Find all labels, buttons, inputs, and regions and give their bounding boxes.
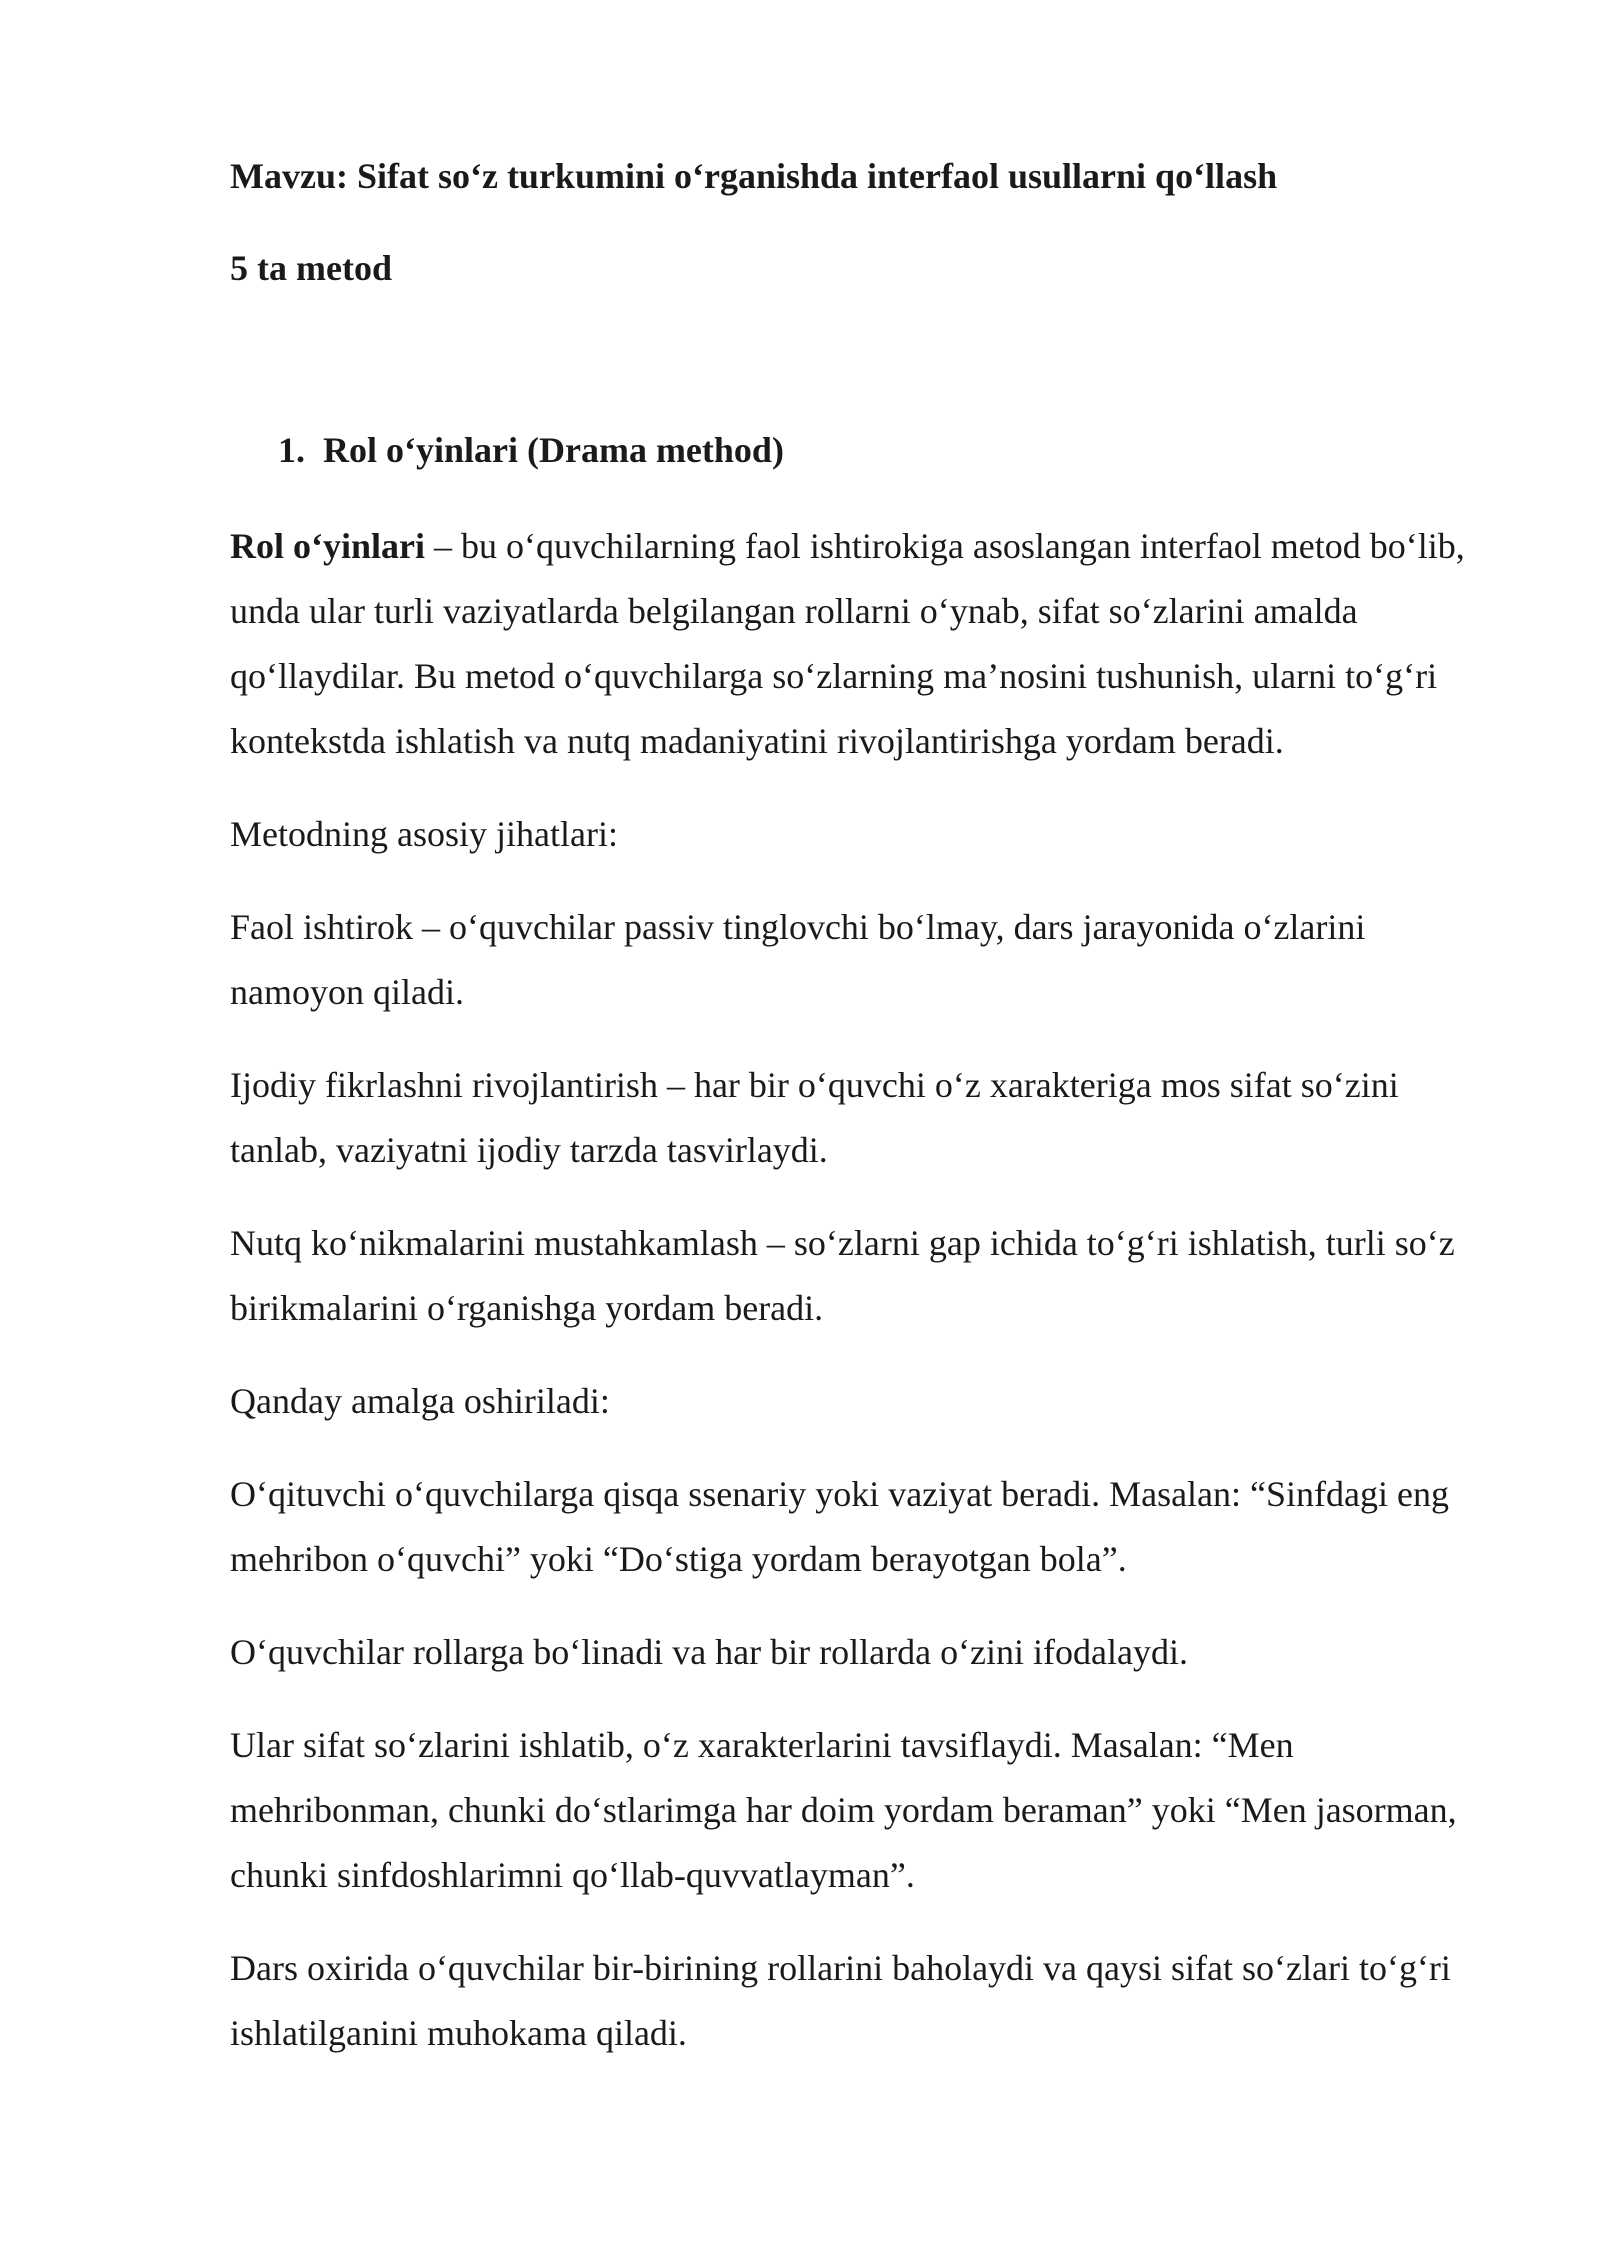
intro-paragraph xyxy=(230,514,1470,774)
step-item: Ular sifat so‘zlarini ishlatib, o‘z xarakterlarini tavsiflaydi. Masalan: “Men mehribonman, chunki do‘stlarimga har doim yordam beraman” yoki “Men jasorman, chunki sinfdoshlarimni qo‘llab-quvvatlayman”. xyxy=(230,1725,1457,1895)
section-heading xyxy=(278,422,1470,478)
aspect-item: Ijodiy fikrlashni rivojlantirish – har bir o‘quvchi o‘z xarakteriga mos sifat so‘zini tanlab, vaziyatni ijodiy tarzda tasvirlaydi. xyxy=(230,1065,1399,1170)
document-page xyxy=(230,148,1470,2094)
document-title: Mavzu: Sifat so‘z turkumini o‘rganishda interfaol usullarni qo‘llash xyxy=(230,156,1278,196)
step-item: O‘quvchilar rollarga bo‘linadi va har bir rollarda o‘zini ifodalaydi. xyxy=(230,1632,1188,1672)
step-item: Dars oxirida o‘quvchilar bir-birining rollarini baholaydi va qaysi sifat so‘zlari to‘g‘ri ishlatilganini muhokama qiladi. xyxy=(230,1948,1451,2053)
aspect-item: Nutq ko‘nikmalarini mustahkamlash – so‘zlarni gap ichida to‘g‘ri ishlatish, turli so‘z birikmalarini o‘rganishga yordam beradi. xyxy=(230,1223,1455,1328)
intro-term: Rol o‘yinlari xyxy=(230,526,425,566)
aspect-item: Faol ishtirok – o‘quvchilar passiv tinglovchi bo‘lmay, dars jarayonida o‘zlarini namoyon qiladi. xyxy=(230,907,1366,1012)
step-item: O‘qituvchi o‘quvchilarga qisqa ssenariy yoki vaziyat beradi. Masalan: “Sinfdagi eng mehribon o‘quvchi” yoki “Do‘stiga yordam berayotgan bola”. xyxy=(230,1474,1449,1579)
section-title: Rol o‘yinlari (Drama method) xyxy=(323,430,784,470)
aspects-heading: Metodning asosiy jihatlari: xyxy=(230,814,618,854)
intro-text: – bu o‘quvchilarning faol ishtirokiga asoslangan interfaol metod bo‘lib, unda ular turli vaziyatlarda belgilangan rollarni o‘ynab, sifat so‘zlarini amalda qo‘llaydilar. Bu metod o‘quvchilarga so‘zlarning ma’nosini tushunish, ularni to‘g‘ri kontekstda ishlatish va nutq madaniyatini rivojlantirishga yordam beradi. xyxy=(230,526,1465,761)
document-subtitle: 5 ta metod xyxy=(230,248,392,288)
section-number: 1. xyxy=(278,430,305,470)
howto-heading: Qanday amalga oshiriladi: xyxy=(230,1381,610,1421)
